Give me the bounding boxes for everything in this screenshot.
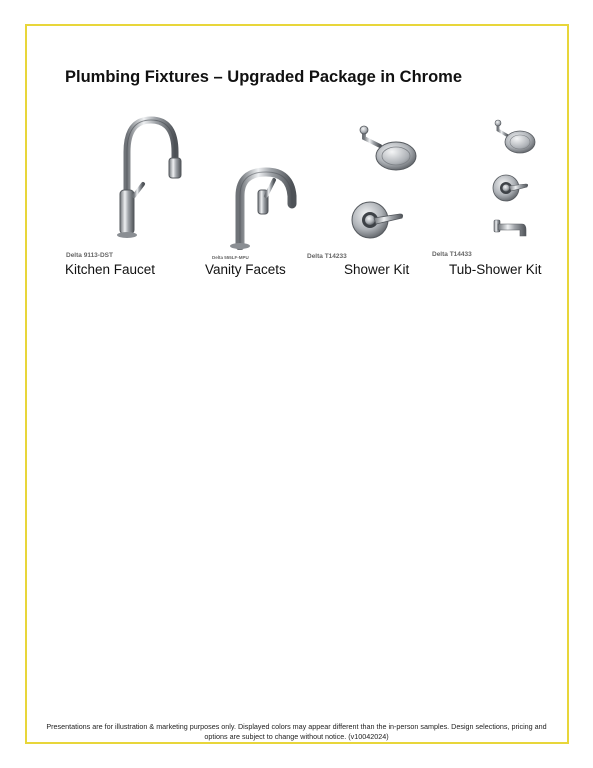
product-label: Kitchen Faucet — [65, 262, 156, 277]
product-code: Delta 9113-DST — [66, 252, 113, 259]
disclaimer-footer — [40, 722, 553, 742]
vanity-faucet-image — [228, 166, 300, 250]
product-label: Vanity Facets — [205, 262, 286, 277]
product-code: Delta T14433 — [432, 251, 472, 258]
kitchen-faucet-image — [105, 112, 185, 240]
product-label: Shower Kit — [344, 262, 410, 277]
tub-shower-kit-image — [482, 118, 542, 242]
footer-line: options are subject to change without notice. (v10042024) — [204, 732, 389, 741]
shower-head-icon — [495, 120, 535, 153]
valve-trim-icon — [352, 202, 403, 238]
product-label: Tub-Shower Kit — [449, 262, 542, 277]
shower-kit-image — [340, 122, 424, 242]
shower-head-icon — [360, 126, 416, 170]
product-code: Delta 555LF-MPU — [212, 255, 249, 260]
product-code: Delta T14233 — [307, 253, 347, 260]
page-title: Plumbing Fixtures – Upgraded Package in Chrome — [65, 68, 463, 86]
valve-trim-icon — [493, 175, 528, 201]
footer-line: Presentations are for illustration & marketing purposes only. Displayed colors may appear different than the in-person samples. Design selections, pricing and — [46, 722, 547, 731]
tub-spout-icon — [494, 220, 526, 236]
